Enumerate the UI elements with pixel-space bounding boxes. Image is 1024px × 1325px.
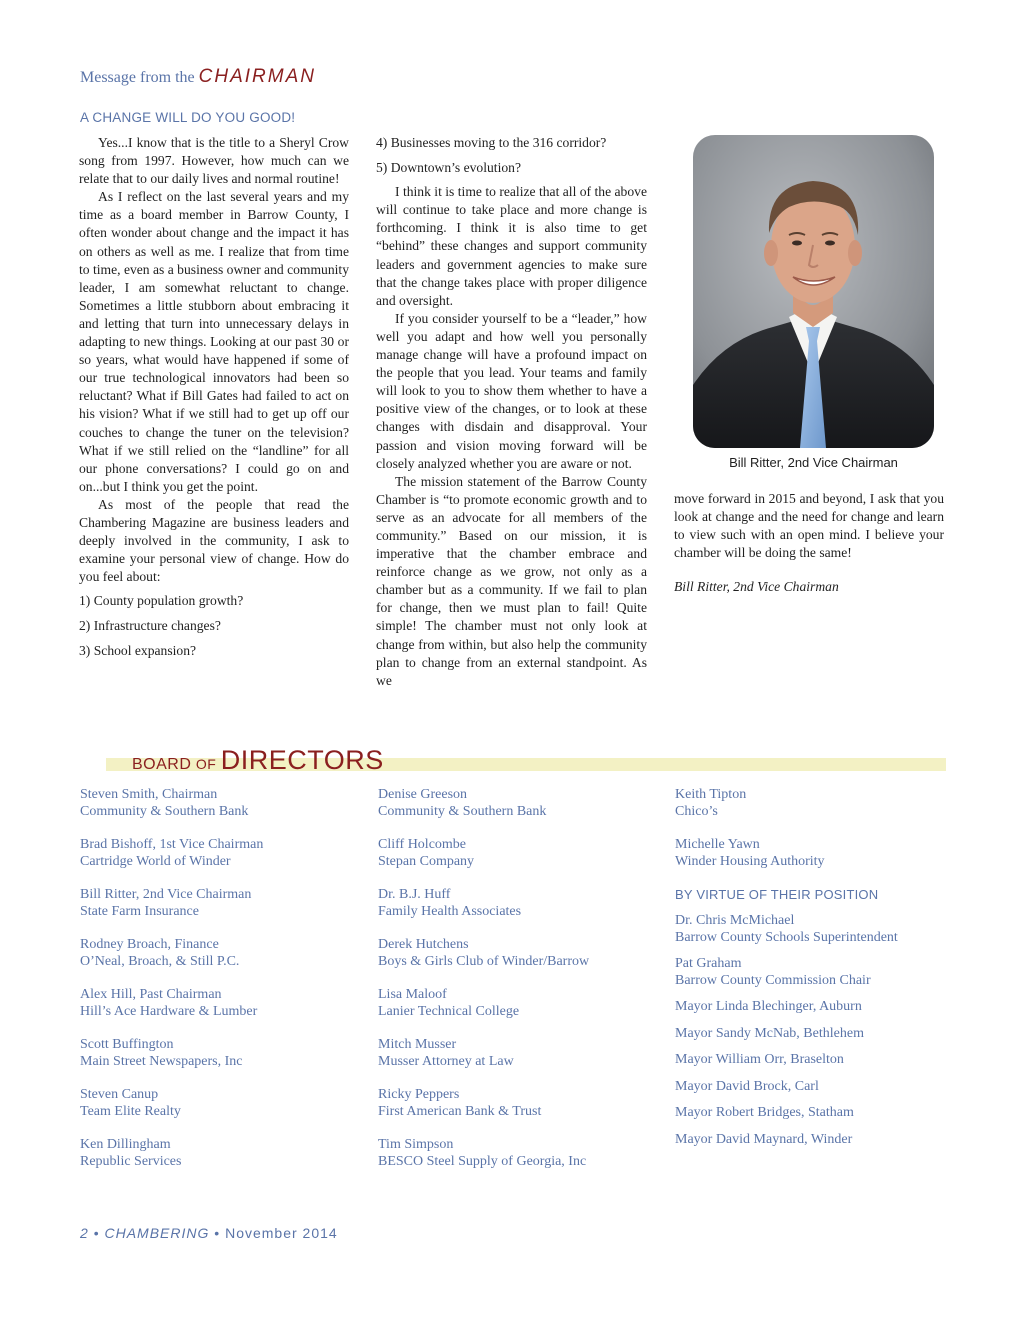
list-item: 5) Downtown’s evolution? <box>376 159 521 175</box>
paragraph: The mission statement of the Barrow County Chamber is “to promote economic growth and to serve as an advocate for all members of the community.” Based on our mission, it is imperative that the chamber embrace and reinforce change as we grow, not only as a chamber but as a community. If we fail to plan for change, then we must plan to fail! Quite simple! The chamber must not only look at change from within, but also help the community plan to change from an external standpoint. As we <box>376 473 647 688</box>
director-name: Rodney Broach, Finance <box>80 936 219 952</box>
director-entry <box>378 937 658 971</box>
paragraph: I think it is time to realize that all of the above will continue to take place and more change is forthcoming. I think it is also time to get “behind” these changes and support community leaders and government agencies to make sure that the change takes place with proper diligence and oversight. <box>376 184 647 308</box>
director-name: Lisa Maloof <box>378 986 447 1002</box>
director-org: Community & Southern Bank <box>378 803 547 819</box>
page-number: 2 <box>80 1225 89 1241</box>
directors-column-3 <box>675 787 965 1158</box>
director-entry <box>80 837 360 871</box>
director-org: Republic Services <box>80 1153 182 1169</box>
chairman-photo <box>693 135 934 448</box>
director-name: Brad Bishoff, 1st Vice Chairman <box>80 836 264 852</box>
header-section: CHAIRMAN <box>198 66 316 87</box>
director-org: Team Elite Realty <box>80 1103 181 1119</box>
page-footer <box>80 1225 338 1241</box>
director-name: Ricky Peppers <box>378 1086 460 1102</box>
ex-officio-org: Barrow County Commission Chair <box>675 972 871 988</box>
director-org: BESCO Steel Supply of Georgia, Inc <box>378 1153 587 1169</box>
director-entry <box>80 1087 360 1121</box>
director-entry <box>378 887 658 921</box>
director-entry <box>80 887 360 921</box>
director-org: Boys & Girls Club of Winder/Barrow <box>378 953 590 969</box>
director-name: Alex Hill, Past Chairman <box>80 986 222 1002</box>
paragraph: move forward in 2015 and beyond, I ask that you look at change and the need for change and learn to view such with an open mind. I believe your chamber will be doing the same! <box>674 491 944 561</box>
director-entry <box>80 987 360 1021</box>
director-name: Steven Smith, Chairman <box>80 787 218 802</box>
director-name: Dr. B.J. Huff <box>378 886 451 902</box>
ex-officio-name: Dr. Chris McMichael <box>675 912 795 928</box>
footer-bullet: • <box>214 1225 221 1241</box>
director-name: Steven Canup <box>80 1086 159 1102</box>
photo-caption: Bill Ritter, 2nd Vice Chairman <box>729 455 898 470</box>
header-prefix: Message from the <box>80 69 195 86</box>
article-column-2 <box>376 134 647 690</box>
director-org: Family Health Associates <box>378 903 522 919</box>
director-entry <box>378 837 658 871</box>
director-entry <box>80 1037 360 1071</box>
director-org: Main Street Newspapers, Inc <box>80 1053 243 1069</box>
director-entry <box>378 987 658 1021</box>
article-title: A CHANGE WILL DO YOU GOOD! <box>80 110 296 125</box>
director-entry <box>378 1137 658 1171</box>
directors-column-1 <box>80 787 360 1187</box>
director-name: Bill Ritter, 2nd Vice Chairman <box>80 886 252 902</box>
ex-officio-name: Mayor Sandy McNab, Bethlehem <box>675 1025 864 1041</box>
footer-bullet: • <box>93 1225 100 1241</box>
paragraph: Yes...I know that is the title to a Sheryl Crow song from 1997. However, how much can we relate that to our daily lives and normal routine! <box>79 135 349 187</box>
director-name: Michelle Yawn <box>675 836 760 852</box>
director-entry <box>80 937 360 971</box>
director-org: Community & Southern Bank <box>80 803 249 819</box>
ex-officio-name: Mayor Linda Blechinger, Auburn <box>675 999 862 1015</box>
directors-column-2 <box>378 787 658 1187</box>
director-entry <box>378 1087 658 1121</box>
director-name: Scott Buffington <box>80 1036 174 1052</box>
director-org: Musser Attorney at Law <box>378 1053 514 1069</box>
director-entry <box>80 1137 360 1171</box>
article-column-3 <box>674 490 944 596</box>
director-name: Ken Dillingham <box>80 1136 171 1152</box>
director-org: Lanier Technical College <box>378 1003 520 1019</box>
director-name: Derek Hutchens <box>378 936 469 952</box>
list-item: 3) School expansion? <box>79 642 197 658</box>
director-name: Denise Greeson <box>378 787 468 802</box>
director-name: Tim Simpson <box>378 1136 454 1152</box>
board-title <box>132 745 384 776</box>
list-item: 2) Infrastructure changes? <box>79 617 221 633</box>
ex-officio-name: Mayor William Orr, Braselton <box>675 1052 844 1068</box>
director-org: Chico’s <box>675 803 718 819</box>
ex-officio-entry <box>675 956 965 990</box>
magazine-name: CHAMBERING <box>104 1225 210 1241</box>
director-entry <box>675 787 965 821</box>
paragraph: As most of the people that read the Chambering Magazine are business leaders and deeply involved in the community, I ask to examine your personal view of change. How do you feel about: <box>79 496 349 585</box>
director-org: O’Neal, Broach, & Still P.C. <box>80 953 240 969</box>
article-column-1 <box>79 134 349 666</box>
ex-officio-name: Mayor Robert Bridges, Statham <box>675 1105 854 1121</box>
director-name: Cliff Holcombe <box>378 836 467 852</box>
director-org: First American Bank & Trust <box>378 1103 542 1119</box>
director-org: State Farm Insurance <box>80 903 199 919</box>
board-title-word: BOARD <box>132 756 192 773</box>
list-item: 4) Businesses moving to the 316 corridor? <box>376 135 607 150</box>
issue-date: November 2014 <box>225 1225 338 1241</box>
ex-officio-org: Barrow County Schools Superintendent <box>675 929 898 945</box>
ex-officio-name: Mayor David Brock, Carl <box>675 1078 819 1094</box>
director-org: Cartridge World of Winder <box>80 853 231 869</box>
director-name: Keith Tipton <box>675 787 747 802</box>
director-entry <box>80 787 360 821</box>
director-name: Mitch Musser <box>378 1036 457 1052</box>
director-entry <box>378 1037 658 1071</box>
list-item: 1) County population growth? <box>79 593 244 609</box>
virtue-heading: BY VIRTUE OF THEIR POSITION <box>675 886 879 902</box>
director-entry <box>378 787 658 821</box>
ex-officio-name: Mayor David Maynard, Winder <box>675 1131 853 1147</box>
director-org: Stepan Company <box>378 853 475 869</box>
director-org: Winder Housing Authority <box>675 853 825 869</box>
director-org: Hill’s Ace Hardware & Lumber <box>80 1003 258 1019</box>
ex-officio-name: Pat Graham <box>675 956 742 972</box>
ex-officio-entry <box>675 913 965 947</box>
board-title-main: DIRECTORS <box>220 745 384 775</box>
board-title-of: OF <box>195 756 217 772</box>
signature: Bill Ritter, 2nd Vice Chairman <box>674 579 839 595</box>
director-entry <box>675 837 965 871</box>
paragraph: If you consider yourself to be a “leader,” how well you adapt and how well you personally manage change will have a profound impact on the people that you lead. Your teams and family will look to you to show them whether to have a positive view of the changes, or to look at these changes with disdain and disapproval. Your passion and vision moving forward will be closely analyzed whether you are aware or not. <box>376 310 647 471</box>
paragraph: As I reflect on the last several years and my time as a board member in Barrow County, I often wonder about change and the impact it has on others as well as me. I realize that from time to time, even as a business owner and community leader, I am somewhat reluctant to change. Sometimes a little stubborn about embracing it and letting that turn into unnecessary delays in adapting to new things. Looking at our past 30 or so years, what would have happened if some of our true technological innovators had been so reluctant? What if Bill Gates had failed to act on his vision? What if we still had to get up off our couches to change the tuner on the television? What if we still relied on the “landline” for all our phone conversations? I could go on and on...but I think you get the point. <box>79 189 349 494</box>
section-header <box>80 66 316 88</box>
